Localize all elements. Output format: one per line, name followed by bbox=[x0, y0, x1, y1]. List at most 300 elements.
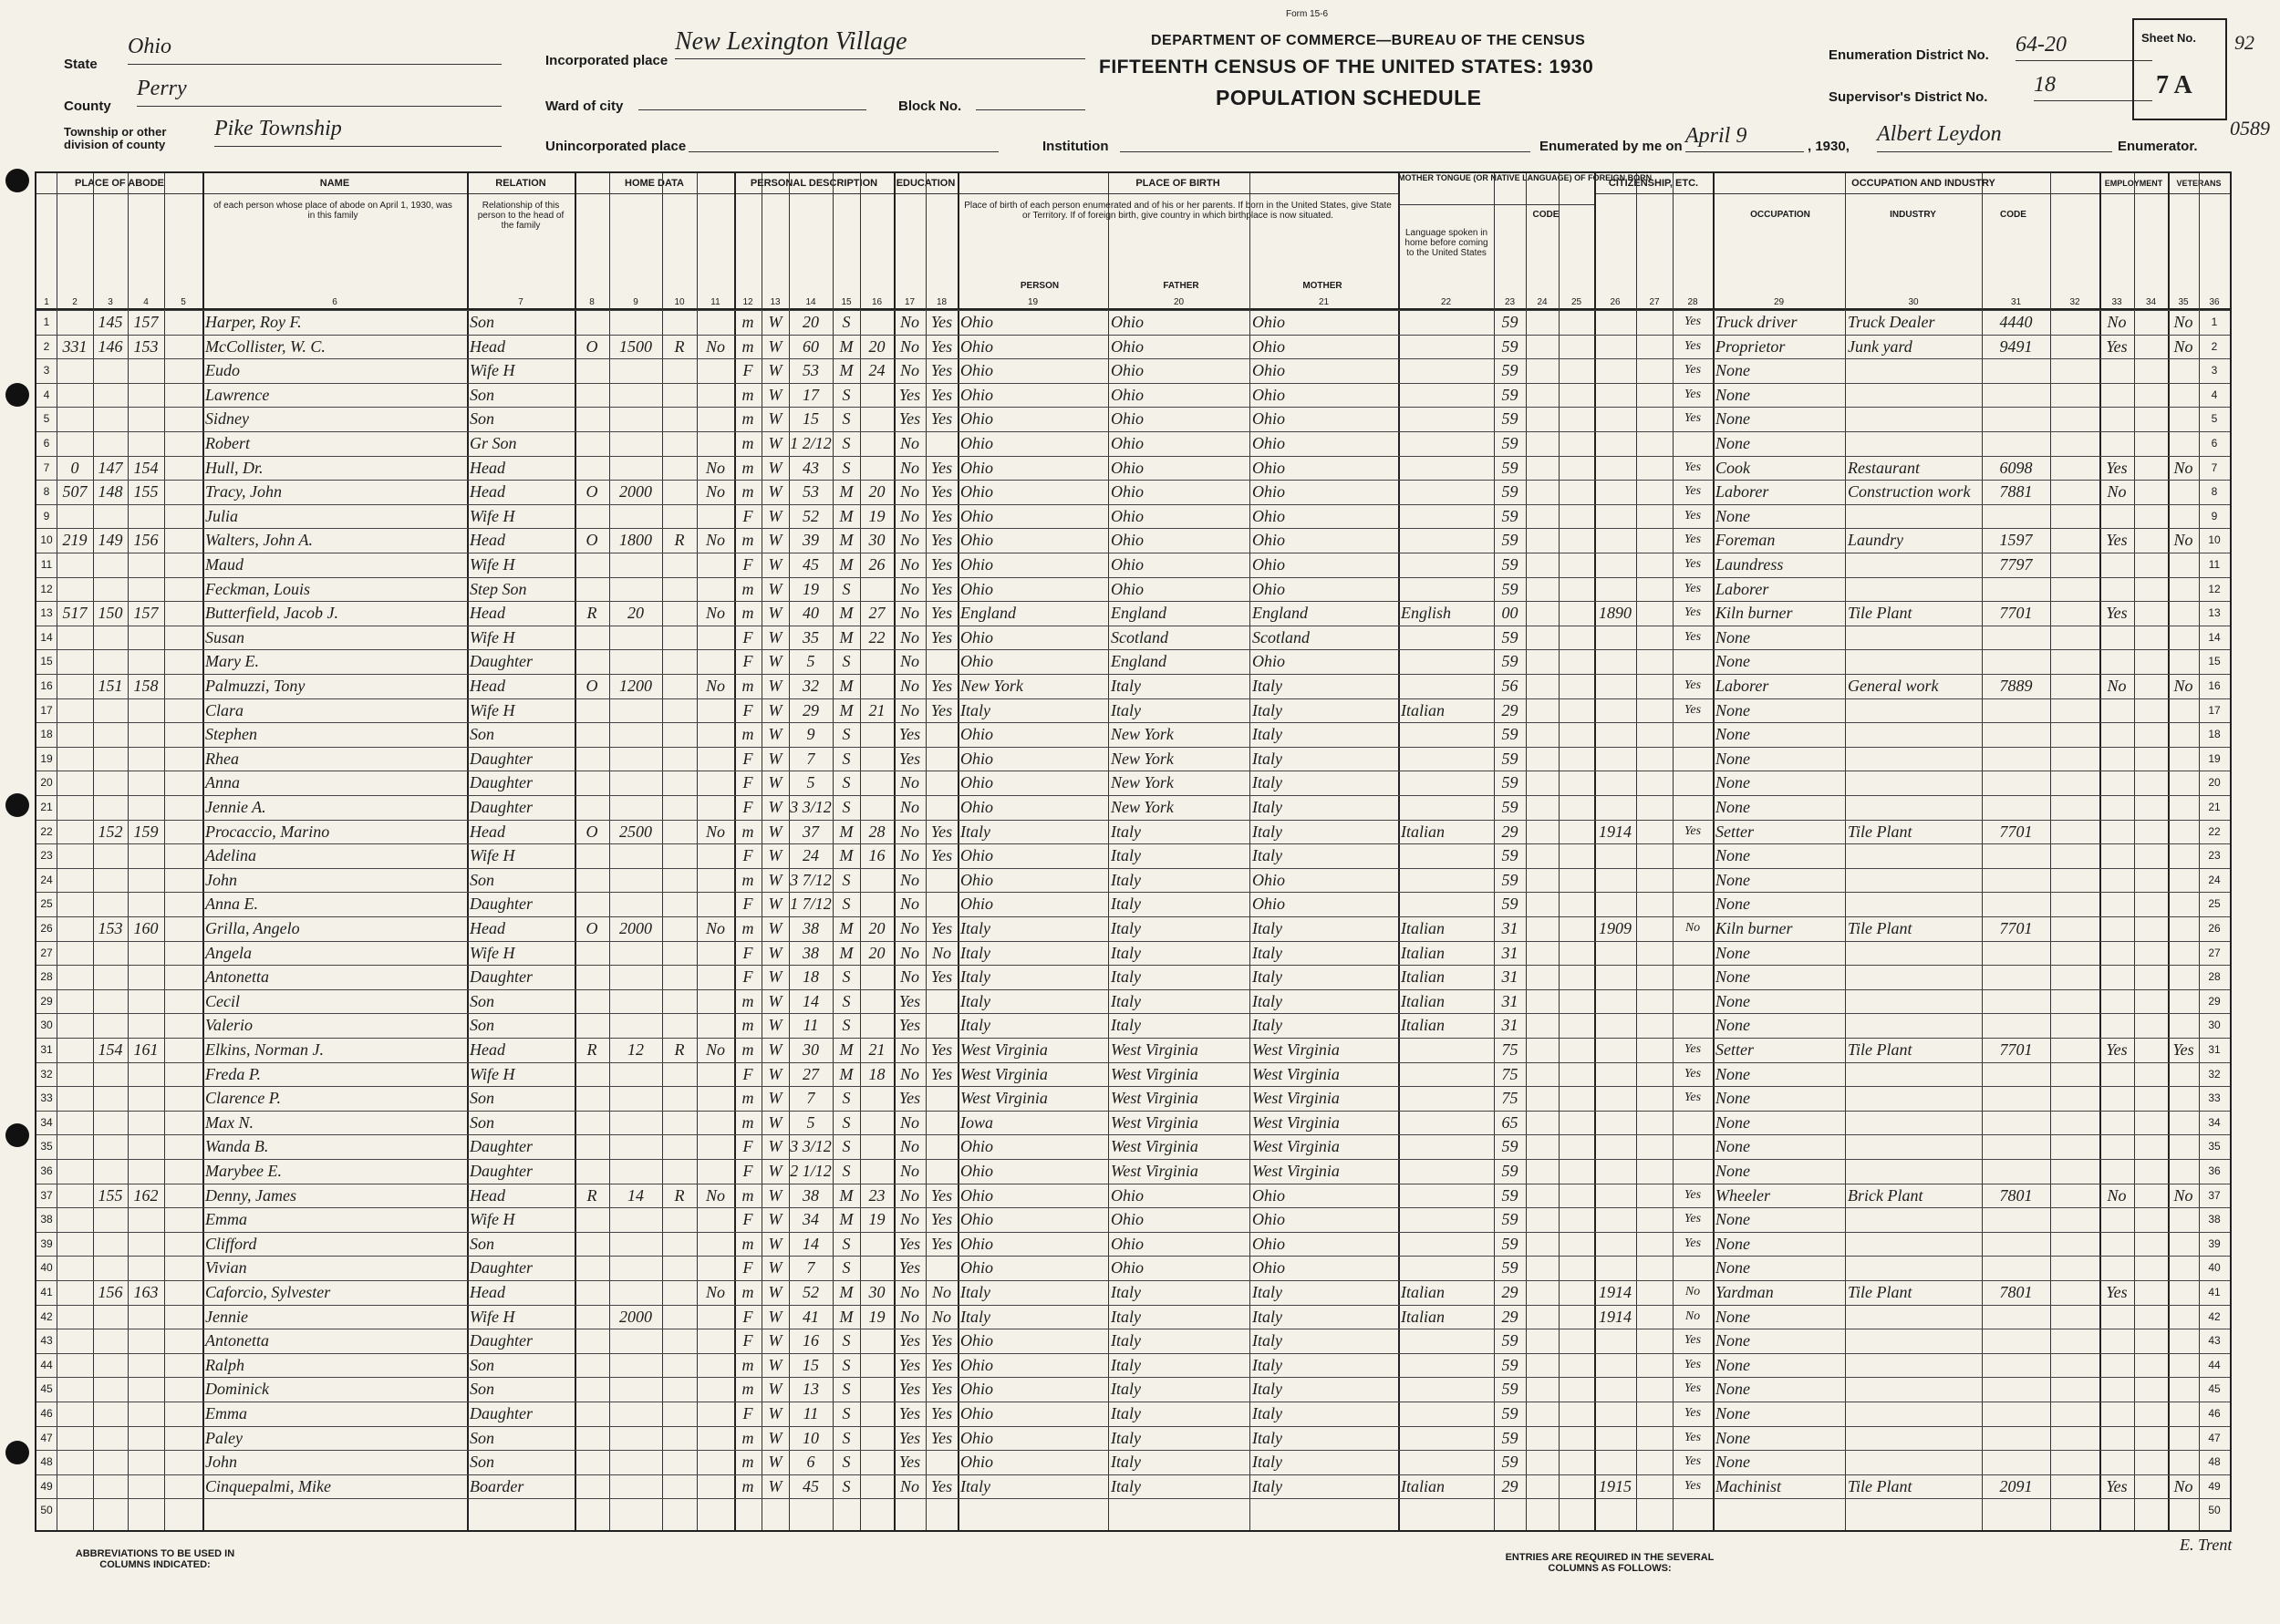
cell-street bbox=[57, 553, 93, 576]
cell-sch: No bbox=[899, 677, 919, 695]
cell-ocode bbox=[1982, 747, 2050, 771]
cell-amar: 19 bbox=[868, 1210, 886, 1229]
cell-vet bbox=[2168, 577, 2199, 601]
cell-speaks-english: Yes bbox=[1684, 338, 1702, 353]
cell-cit: 1914 bbox=[1599, 822, 1632, 841]
cell-amar: 30 bbox=[868, 1283, 886, 1301]
cell-mbp: West Virginia bbox=[1252, 1137, 1340, 1156]
cell-lang bbox=[1398, 795, 1494, 819]
cell-ocode bbox=[1982, 1086, 2050, 1110]
column-number: 10 bbox=[674, 297, 685, 307]
cell-dwell bbox=[128, 892, 164, 915]
cell-dwell bbox=[128, 1402, 164, 1425]
line-number-right: 23 bbox=[2208, 849, 2221, 863]
cell-sex: F bbox=[742, 1307, 753, 1326]
cell-ind bbox=[1845, 1305, 1982, 1329]
cell-lang bbox=[1398, 310, 1494, 334]
cell-bp: Ohio bbox=[960, 798, 993, 816]
cell-sch: No bbox=[899, 1137, 919, 1156]
cell-code: 59 bbox=[1501, 385, 1518, 404]
cell-mbp: Italy bbox=[1252, 1331, 1282, 1350]
table-row bbox=[36, 504, 2230, 528]
cell-radio bbox=[662, 868, 697, 892]
cell-age: 6 bbox=[806, 1453, 815, 1472]
cell-amar bbox=[860, 722, 894, 746]
cell-speaks-english: Yes bbox=[1684, 411, 1702, 426]
enumerated-year: , 1930, bbox=[1808, 139, 1850, 154]
cell-lang bbox=[1398, 1086, 1494, 1110]
cell-ocode bbox=[1982, 1329, 2050, 1352]
cell-name: Emma bbox=[205, 1210, 247, 1229]
cell-sch: Yes bbox=[898, 1428, 921, 1447]
cell-emp bbox=[2099, 1426, 2134, 1450]
table-row bbox=[36, 480, 2230, 503]
cell-sex: m bbox=[741, 1234, 754, 1253]
cell-val bbox=[609, 553, 662, 576]
cell-code: 29 bbox=[1501, 1283, 1518, 1301]
cell-own bbox=[575, 1474, 609, 1498]
table-row bbox=[36, 1474, 2230, 1498]
cell-bp: Ohio bbox=[960, 385, 993, 404]
cell-age: 29 bbox=[803, 700, 819, 719]
cell-sex bbox=[734, 1498, 762, 1522]
cell-mar: M bbox=[839, 555, 854, 574]
cell-mar: S bbox=[842, 870, 851, 889]
cell-dwell: 158 bbox=[133, 677, 159, 695]
cell-bp: Ohio bbox=[960, 1258, 993, 1277]
cell-cit bbox=[1594, 456, 1636, 480]
cell-vet bbox=[2168, 553, 2199, 576]
group-home-data: HOME DATA bbox=[575, 173, 734, 194]
cell-mar: S bbox=[842, 458, 851, 477]
cell-amar: 20 bbox=[868, 919, 886, 937]
cell-dwell bbox=[128, 1013, 164, 1037]
cell-n: 19 bbox=[40, 751, 53, 765]
cell-occ: None bbox=[1715, 1112, 1750, 1132]
cell-vet bbox=[2168, 820, 2199, 843]
cell-amar: 21 bbox=[868, 1040, 886, 1059]
cell-amar bbox=[860, 383, 894, 407]
cell-emp bbox=[2099, 965, 2134, 988]
cell-own: R bbox=[586, 1040, 597, 1059]
cell-read: Yes bbox=[930, 1331, 953, 1350]
cell-rel: Head bbox=[470, 677, 505, 695]
cell-sch: No bbox=[899, 967, 919, 987]
cell-n: 33 bbox=[40, 1091, 53, 1105]
cell-age: 20 bbox=[803, 313, 819, 331]
cell-sch: No bbox=[899, 313, 919, 331]
cell-rel: Son bbox=[470, 1089, 494, 1108]
cell-own: R bbox=[586, 604, 597, 623]
cell-farm bbox=[697, 965, 734, 988]
cell-vet bbox=[2168, 1013, 2199, 1037]
cell-bp: Ohio bbox=[960, 336, 993, 356]
cell-radio bbox=[662, 649, 697, 673]
cell-speaks-english bbox=[1673, 795, 1713, 819]
table-row bbox=[36, 1426, 2230, 1450]
cell-age: 18 bbox=[803, 967, 819, 987]
cell-cit bbox=[1594, 1402, 1636, 1425]
cell-ind bbox=[1845, 1450, 1982, 1474]
cell-vet bbox=[2168, 1280, 2199, 1304]
cell-age: 32 bbox=[803, 677, 819, 695]
cell-cit bbox=[1594, 1159, 1636, 1183]
cell-sch: No bbox=[899, 1210, 919, 1229]
cell-ind bbox=[1845, 1207, 1982, 1231]
cell-radio bbox=[662, 1207, 697, 1231]
cell-name: Feckman, Louis bbox=[205, 579, 310, 598]
cell-race: W bbox=[768, 458, 782, 477]
cell-age: 38 bbox=[803, 943, 819, 962]
cell-ocode bbox=[1982, 965, 2050, 988]
cell-ocode bbox=[1982, 1305, 2050, 1329]
column-number: 32 bbox=[2069, 297, 2080, 307]
cell-n: 14 bbox=[40, 630, 53, 644]
cell-val bbox=[609, 722, 662, 746]
cell-code: 59 bbox=[1501, 579, 1518, 598]
cell-amar bbox=[860, 1353, 894, 1377]
cell-fbp: Italy bbox=[1111, 1307, 1141, 1326]
cell-sch: Yes bbox=[898, 725, 921, 744]
cell-sch: No bbox=[899, 627, 919, 646]
cell-house bbox=[93, 771, 128, 794]
cell-sex: m bbox=[741, 677, 754, 695]
cell-sch: No bbox=[899, 943, 919, 962]
cell-radio bbox=[662, 916, 697, 940]
cell-occ: Machinist bbox=[1715, 1476, 1781, 1495]
cell-code: 59 bbox=[1501, 1162, 1518, 1180]
cell-vet bbox=[2168, 989, 2199, 1013]
cell-emp: Yes bbox=[2106, 531, 2128, 550]
cell-amar bbox=[860, 1159, 894, 1183]
cell-street bbox=[57, 1038, 93, 1061]
cell-ocode: 1597 bbox=[1999, 531, 2033, 550]
cell-vet bbox=[2168, 1450, 2199, 1474]
cell-amar bbox=[860, 1134, 894, 1158]
cell-vet: No bbox=[2173, 1476, 2193, 1495]
cell-street bbox=[57, 1256, 93, 1279]
cell-dwell bbox=[128, 1305, 164, 1329]
cell-n: 42 bbox=[40, 1309, 53, 1323]
cell-read bbox=[926, 1450, 958, 1474]
cell-mbp: Italy bbox=[1252, 822, 1282, 841]
cell-radio bbox=[662, 698, 697, 722]
cell-ocode: 9491 bbox=[1999, 336, 2033, 356]
cell-speaks-english bbox=[1673, 868, 1713, 892]
enumerated-label: Enumerated by me on bbox=[1539, 139, 1683, 154]
cell-mar: M bbox=[839, 1185, 854, 1205]
cell-speaks-english bbox=[1673, 1498, 1713, 1522]
table-row bbox=[36, 383, 2230, 407]
cell-mar: S bbox=[842, 1112, 851, 1132]
line-number-right: 20 bbox=[2208, 776, 2221, 790]
cell-read: Yes bbox=[930, 361, 953, 380]
cell-name: Paley bbox=[205, 1428, 243, 1447]
cell-code: 00 bbox=[1501, 604, 1518, 623]
cell-sex: m bbox=[741, 1112, 754, 1132]
cell-vet bbox=[2168, 1426, 2199, 1450]
cell-mar: M bbox=[839, 1283, 854, 1301]
line-number-right: 22 bbox=[2208, 824, 2221, 838]
cell-mar: S bbox=[842, 1453, 851, 1472]
table-row bbox=[36, 771, 2230, 794]
cell-ocode bbox=[1982, 1062, 2050, 1086]
cell-lang bbox=[1398, 843, 1494, 867]
cell-read bbox=[926, 649, 958, 673]
cell-lang bbox=[1398, 892, 1494, 915]
cell-street bbox=[57, 1402, 93, 1425]
cell-age: 45 bbox=[803, 555, 819, 574]
cell-dwell bbox=[128, 747, 164, 771]
cell-house bbox=[93, 868, 128, 892]
cell-ind: Tile Plant bbox=[1848, 822, 1912, 841]
cell-vet: No bbox=[2173, 458, 2193, 477]
cell-bp: Ohio bbox=[960, 1162, 993, 1180]
cell-amar: 22 bbox=[868, 627, 886, 646]
cell-farm: No bbox=[705, 482, 725, 502]
cell-val bbox=[609, 698, 662, 722]
cell-age: 11 bbox=[803, 1404, 819, 1422]
line-number-right: 13 bbox=[2208, 606, 2221, 620]
cell-name: Angela bbox=[205, 943, 252, 962]
cell-mar: S bbox=[842, 434, 851, 452]
cell-race: W bbox=[768, 1016, 782, 1035]
cell-street bbox=[57, 626, 93, 649]
cell-ind bbox=[1845, 553, 1982, 576]
cell-speaks-english bbox=[1673, 1134, 1713, 1158]
cell-rel: Son bbox=[470, 1355, 494, 1374]
cell-emp bbox=[2099, 1134, 2134, 1158]
cell-mbp: Ohio bbox=[1252, 555, 1285, 574]
cell-fbp: Italy bbox=[1111, 1404, 1141, 1422]
cell-emp: No bbox=[2107, 482, 2127, 502]
line-number-right: 3 bbox=[2211, 364, 2218, 378]
cell-n: 11 bbox=[40, 558, 53, 571]
cell-street bbox=[57, 577, 93, 601]
cell-sex: m bbox=[741, 579, 754, 598]
cell-age: 5 bbox=[806, 652, 815, 671]
cell-age bbox=[789, 1498, 833, 1522]
cell-race: W bbox=[768, 555, 782, 574]
cell-house bbox=[93, 1353, 128, 1377]
cell-occ bbox=[1713, 1498, 1845, 1522]
cell-amar: 18 bbox=[868, 1064, 886, 1083]
cell-n: 21 bbox=[40, 801, 53, 813]
cell-age: 17 bbox=[803, 385, 819, 404]
column-number: 19 bbox=[1027, 297, 1039, 307]
cell-street bbox=[57, 989, 93, 1013]
cell-mar: M bbox=[839, 919, 854, 937]
cell-amar bbox=[860, 431, 894, 455]
cell-street bbox=[57, 795, 93, 819]
cell-amar: 16 bbox=[868, 846, 886, 865]
cell-n: 49 bbox=[40, 1479, 53, 1493]
cell-mar: S bbox=[842, 652, 851, 671]
cell-name: Adelina bbox=[205, 846, 256, 865]
cell-name: Denny, James bbox=[205, 1185, 296, 1205]
cell-house bbox=[93, 358, 128, 382]
cell-age: 3 3/12 bbox=[790, 798, 832, 816]
cell-vet bbox=[2168, 722, 2199, 746]
cell-bp: Ohio bbox=[960, 895, 993, 914]
cell-rel: Son bbox=[470, 991, 494, 1010]
cell-own bbox=[575, 1013, 609, 1037]
cell-rel: Wife H bbox=[470, 943, 515, 962]
cell-ind bbox=[1845, 1329, 1982, 1352]
cell-farm bbox=[697, 989, 734, 1013]
cell-mbp: Ohio bbox=[1252, 313, 1285, 331]
cell-name: Lawrence bbox=[205, 385, 270, 404]
cell-code bbox=[1494, 1498, 1526, 1522]
cell-fbp: Italy bbox=[1111, 1453, 1141, 1472]
cell-dwell bbox=[128, 1134, 164, 1158]
cell-race: W bbox=[768, 1355, 782, 1374]
cell-emp bbox=[2099, 941, 2134, 965]
table-row bbox=[36, 577, 2230, 601]
cell-n: 18 bbox=[40, 728, 53, 741]
cell-bp: Ohio bbox=[960, 458, 993, 477]
cell-ocode bbox=[1982, 1111, 2050, 1134]
cell-ocode bbox=[1982, 358, 2050, 382]
cell-vet bbox=[2168, 626, 2199, 649]
enum-district-label: Enumeration District No. bbox=[1829, 47, 1989, 63]
group-place-of-abode: PLACE OF ABODE bbox=[36, 173, 202, 194]
cell-lang: Italian bbox=[1401, 1476, 1445, 1495]
cell-sch: Yes bbox=[898, 749, 921, 768]
cell-n: 17 bbox=[40, 703, 53, 717]
cell-mbp: West Virginia bbox=[1252, 1040, 1340, 1059]
cell-mar: S bbox=[842, 1331, 851, 1350]
cell-code: 31 bbox=[1501, 943, 1518, 962]
cell-radio bbox=[662, 843, 697, 867]
cell-vet bbox=[2168, 1498, 2199, 1522]
cell-lang bbox=[1398, 1159, 1494, 1183]
cell-mbp: Italy bbox=[1252, 798, 1282, 816]
cell-read: Yes bbox=[930, 822, 953, 841]
cell-speaks-english: Yes bbox=[1684, 1406, 1702, 1420]
cell-cit bbox=[1594, 431, 1636, 455]
cell-farm bbox=[697, 1450, 734, 1474]
cell-own bbox=[575, 795, 609, 819]
cell-sex: F bbox=[742, 1404, 753, 1422]
cell-farm bbox=[697, 771, 734, 794]
cell-sch: No bbox=[899, 434, 919, 452]
cell-name: Cecil bbox=[205, 991, 240, 1010]
cell-own: O bbox=[586, 677, 598, 695]
line-number-right: 32 bbox=[2208, 1067, 2221, 1081]
cell-radio bbox=[662, 577, 697, 601]
cell-ind bbox=[1845, 892, 1982, 915]
cell-ocode: 7889 bbox=[1999, 677, 2033, 695]
cell-read bbox=[926, 1159, 958, 1183]
cell-ind bbox=[1845, 747, 1982, 771]
cell-house bbox=[93, 1086, 128, 1110]
cell-rel: Daughter bbox=[470, 1331, 533, 1350]
cell-farm bbox=[697, 747, 734, 771]
cell-mbp: Italy bbox=[1252, 991, 1282, 1010]
cell-ind bbox=[1845, 649, 1982, 673]
line-number-right: 14 bbox=[2208, 630, 2221, 644]
cell-occ: None bbox=[1715, 1428, 1750, 1447]
cell-mbp: Ohio bbox=[1252, 1234, 1285, 1253]
cell-sch: No bbox=[899, 1162, 919, 1180]
cell-radio bbox=[662, 1013, 697, 1037]
cell-dwell bbox=[128, 795, 164, 819]
cell-speaks-english bbox=[1673, 989, 1713, 1013]
cell-sex: m bbox=[741, 870, 754, 889]
cell-emp bbox=[2099, 577, 2134, 601]
cell-age: 40 bbox=[803, 604, 819, 623]
cell-n: 12 bbox=[40, 582, 53, 595]
cell-ind: Laundry bbox=[1848, 531, 1904, 550]
table-row bbox=[36, 456, 2230, 480]
cell-code: 59 bbox=[1501, 409, 1518, 429]
cell-race: W bbox=[768, 1089, 782, 1108]
cell-sch: Yes bbox=[898, 1331, 921, 1350]
cell-cit bbox=[1594, 358, 1636, 382]
cell-age: 19 bbox=[803, 579, 819, 598]
cell-age: 52 bbox=[803, 1283, 819, 1301]
cell-own bbox=[575, 504, 609, 528]
cell-mbp: Ohio bbox=[1252, 458, 1285, 477]
cell-street bbox=[57, 1280, 93, 1304]
cell-lang: Italian bbox=[1401, 1283, 1445, 1301]
cell-race: W bbox=[768, 482, 782, 502]
cell-code: 31 bbox=[1501, 1016, 1518, 1035]
enumerator-name: Albert Leydon bbox=[1877, 122, 2112, 152]
cell-street bbox=[57, 1329, 93, 1352]
cell-speaks-english bbox=[1673, 1111, 1713, 1134]
cell-mar: S bbox=[842, 1137, 851, 1156]
cell-code: 59 bbox=[1501, 870, 1518, 889]
cell-read: Yes bbox=[930, 1064, 953, 1083]
cell-street bbox=[57, 1111, 93, 1134]
cell-dwell bbox=[128, 649, 164, 673]
cell-lang bbox=[1398, 674, 1494, 698]
cell-amar bbox=[860, 1329, 894, 1352]
cell-occ: None bbox=[1715, 1016, 1750, 1035]
cell-age: 1 2/12 bbox=[790, 434, 832, 452]
cell-bp: Ohio bbox=[960, 773, 993, 792]
group-veterans: VETERANS bbox=[2168, 173, 2230, 194]
cell-sex: m bbox=[741, 409, 754, 429]
cell-ind: Restaurant bbox=[1848, 458, 1920, 477]
cell-ocode bbox=[1982, 626, 2050, 649]
cell-mar: M bbox=[839, 1040, 854, 1059]
cell-occ: None bbox=[1715, 1089, 1750, 1108]
cell-ocode bbox=[1982, 698, 2050, 722]
column-number: 25 bbox=[1570, 297, 1582, 307]
cell-farm bbox=[697, 843, 734, 867]
cell-sch: Yes bbox=[898, 1234, 921, 1253]
cell-fbp: Ohio bbox=[1111, 1185, 1144, 1205]
cell-sch: No bbox=[899, 579, 919, 598]
cell-radio bbox=[662, 771, 697, 794]
cell-sch: No bbox=[899, 506, 919, 525]
cell-dwell bbox=[128, 1111, 164, 1134]
cell-cit bbox=[1594, 892, 1636, 915]
cell-read bbox=[926, 1013, 958, 1037]
cell-fbp: England bbox=[1111, 604, 1166, 623]
cell-vet bbox=[2168, 698, 2199, 722]
cell-fbp: Italy bbox=[1111, 1380, 1141, 1399]
cell-own bbox=[575, 1450, 609, 1474]
cell-radio bbox=[662, 1086, 697, 1110]
cell-ind bbox=[1845, 1498, 1982, 1522]
cell-occ: None bbox=[1715, 749, 1750, 768]
cell-mar: M bbox=[839, 336, 854, 356]
cell-vet: Yes bbox=[2172, 1040, 2194, 1059]
